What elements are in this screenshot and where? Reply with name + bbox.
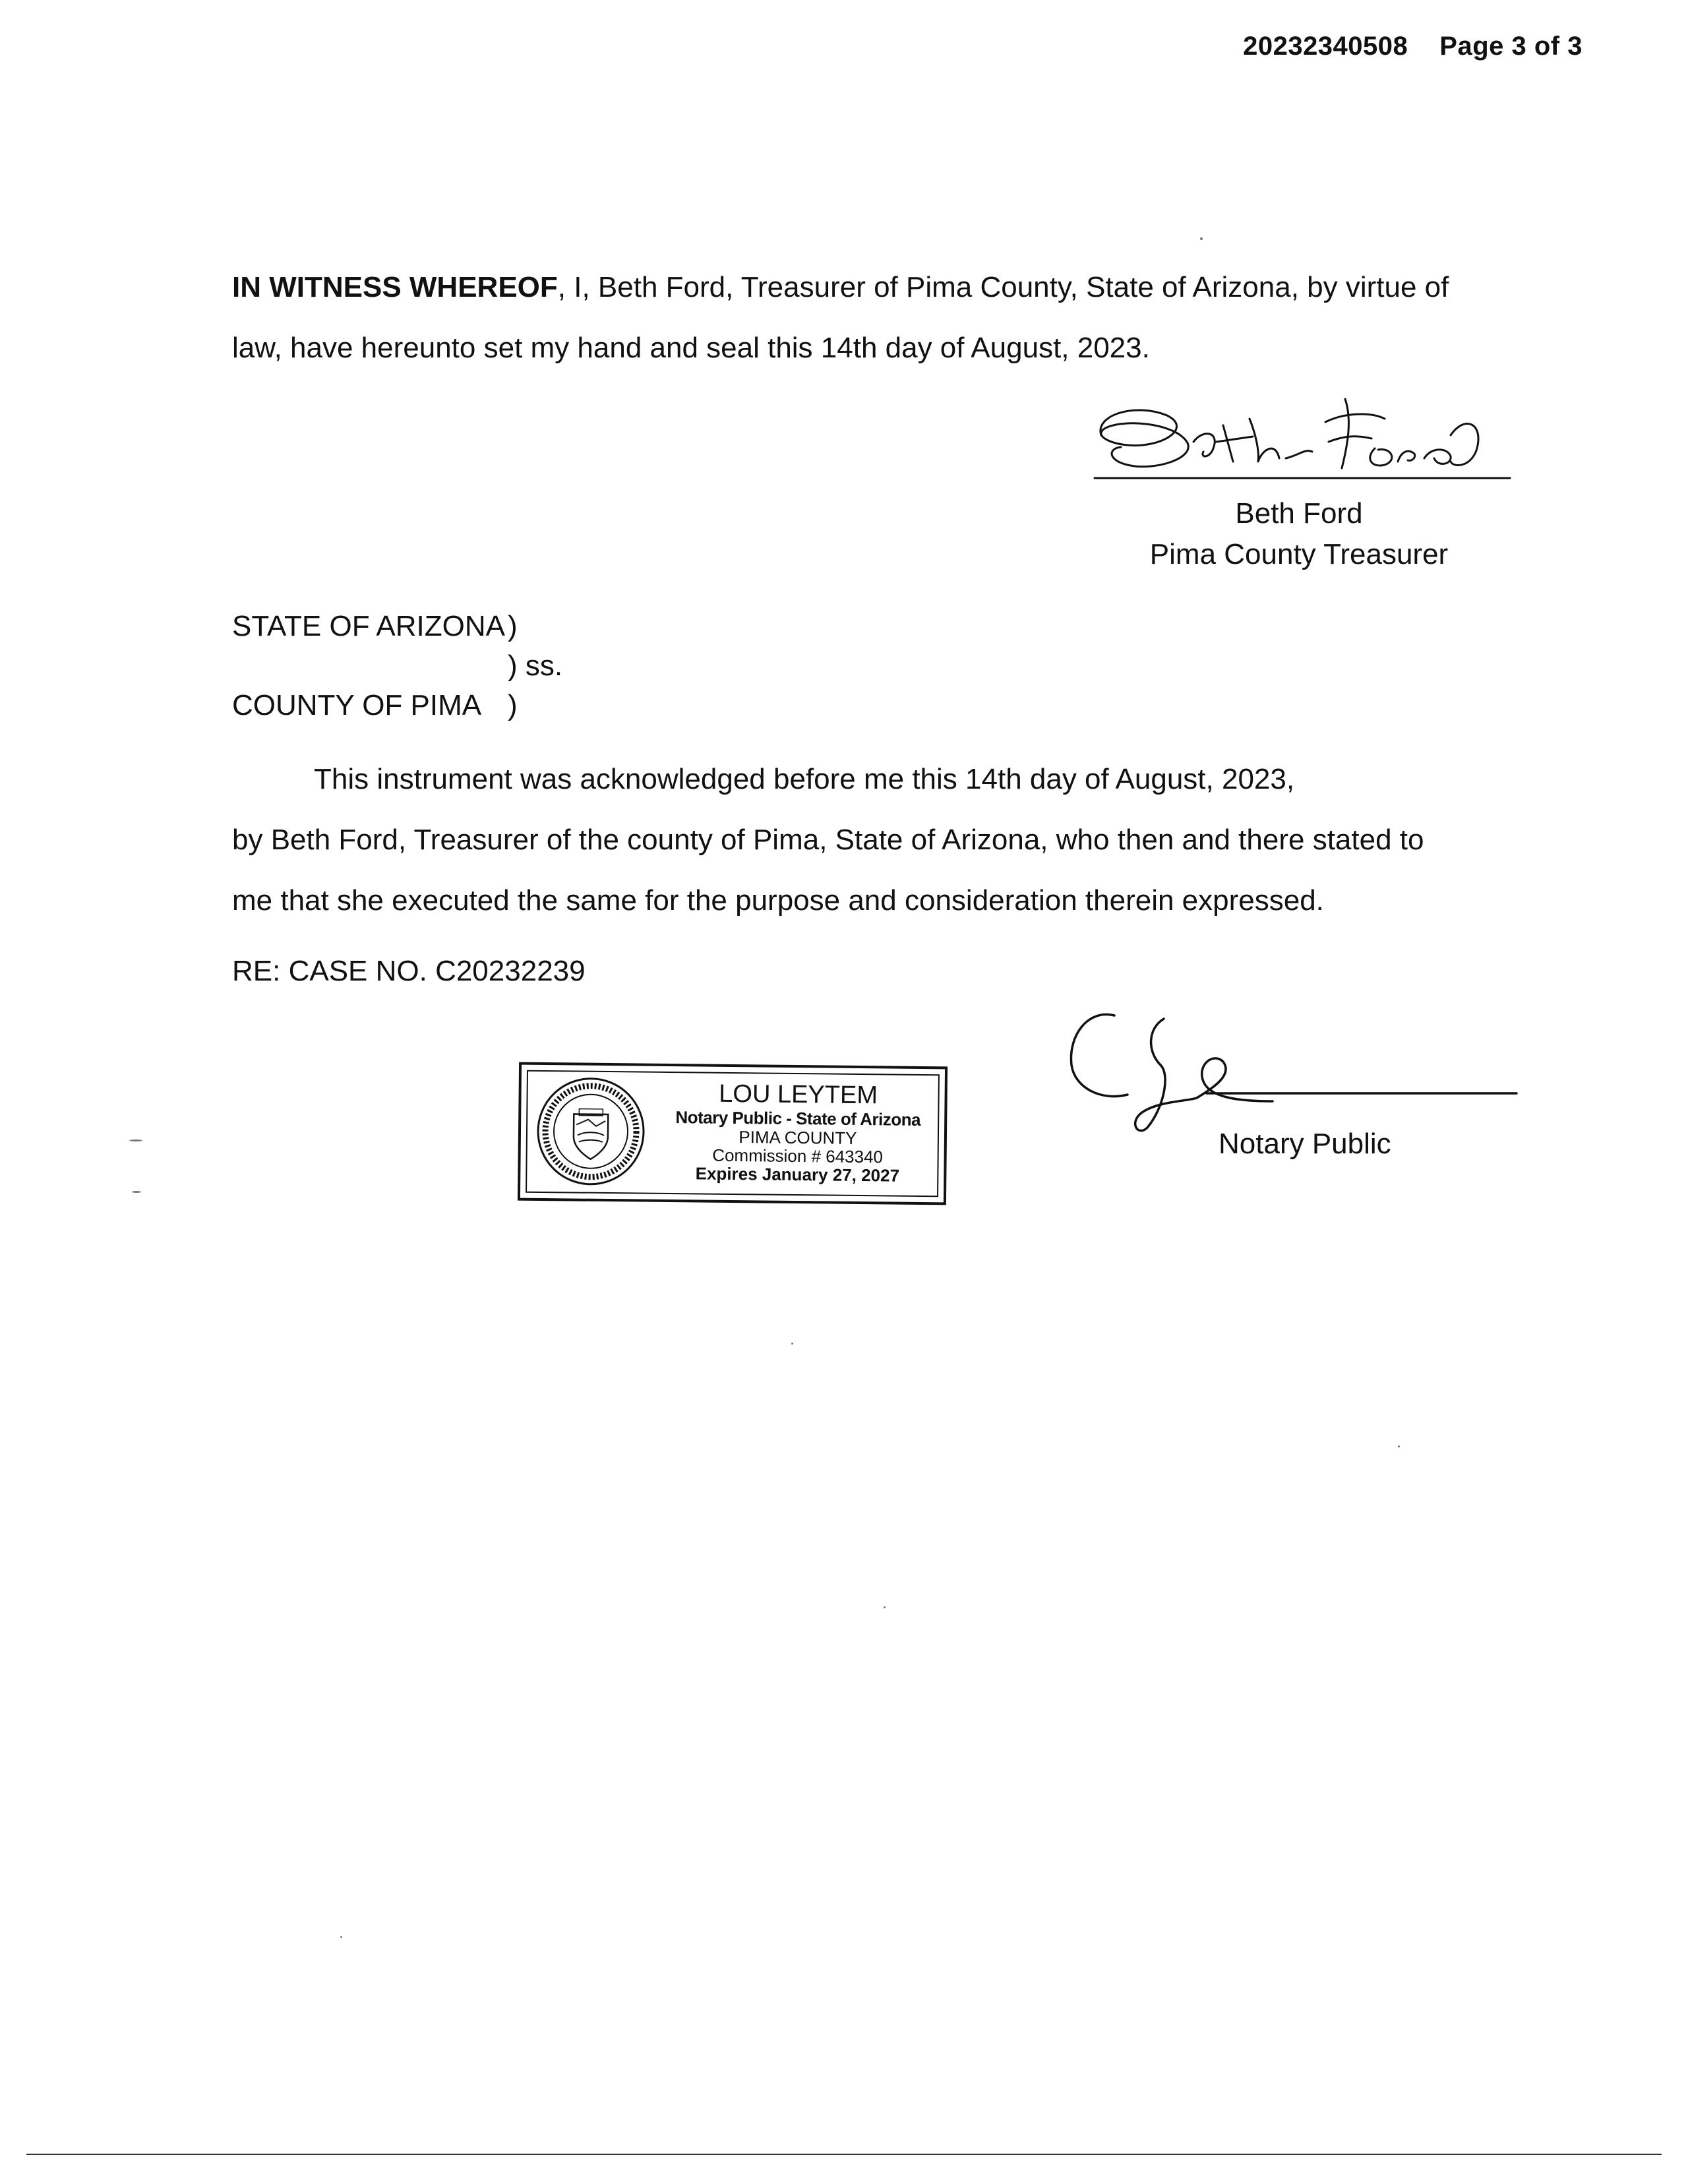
treasurer-name-title xyxy=(1081,493,1517,575)
scan-speck xyxy=(884,1606,886,1608)
scan-speck xyxy=(1398,1445,1400,1447)
notary-stamp xyxy=(518,1062,948,1205)
notary-stamp-name: LOU LEYTEM xyxy=(719,1079,878,1110)
arizona-seal-icon xyxy=(535,1076,647,1188)
treasurer-name: Beth Ford xyxy=(1235,497,1363,530)
case-reference: RE: CASE NO. C20232239 xyxy=(232,955,586,987)
recording-header xyxy=(1243,32,1582,61)
page-number: Page 3 of 3 xyxy=(1439,32,1582,61)
witness-lead: IN WITNESS WHEREOF xyxy=(232,271,558,303)
treasurer-title: Pima County Treasurer xyxy=(1149,538,1449,570)
venue-state: STATE OF ARIZONA xyxy=(232,610,505,642)
acknowledgment-line-3: me that she executed the same for the purpose and consideration therein expressed. xyxy=(232,884,1324,917)
notary-signature-block xyxy=(1055,1002,1530,1174)
acknowledgment-line-1: This instrument was acknowledged before me this 14th day of August, 2023, xyxy=(314,763,1295,795)
venue-paren-1: ) xyxy=(508,610,518,642)
scan-speck xyxy=(129,1139,142,1141)
venue-county: COUNTY OF PIMA xyxy=(232,689,482,721)
notary-signature xyxy=(1055,1002,1530,1134)
document-number: 20232340508 xyxy=(1243,32,1408,61)
treasurer-signature-block xyxy=(1081,396,1530,574)
notary-stamp-title: Notary Public - State of Arizona xyxy=(675,1107,921,1130)
venue-paren-2: ) xyxy=(508,689,518,721)
notary-stamp-commission: Commission # 643340 xyxy=(712,1145,884,1167)
notary-public-label: Notary Public xyxy=(1219,1128,1391,1160)
scan-speck xyxy=(340,1936,342,1938)
witness-line-1: IN WITNESS WHEREOF, I, Beth Ford, Treasurer of Pima County, State of Arizona, by virtue of xyxy=(232,271,1449,303)
venue-block xyxy=(232,607,563,725)
notary-stamp-county: PIMA COUNTY xyxy=(738,1127,857,1148)
notary-stamp-text xyxy=(659,1079,937,1185)
scan-speck xyxy=(1200,237,1203,240)
witness-line-2: law, have hereunto set my hand and seal this 14th day of August, 2023. xyxy=(232,332,1150,364)
notary-stamp-expires: Expires January 27, 2027 xyxy=(695,1163,900,1186)
witness-clause xyxy=(232,257,1449,379)
acknowledgment-line-2: by Beth Ford, Treasurer of the county of Pima, State of Arizona, who then and there stated to xyxy=(232,824,1424,856)
footer-divider xyxy=(26,2154,1662,2155)
acknowledgment-paragraph xyxy=(232,749,1424,931)
scan-speck xyxy=(132,1191,141,1193)
venue-ss: ) ss. xyxy=(508,650,563,682)
treasurer-signature xyxy=(1081,396,1530,495)
scan-speck xyxy=(791,1343,793,1345)
